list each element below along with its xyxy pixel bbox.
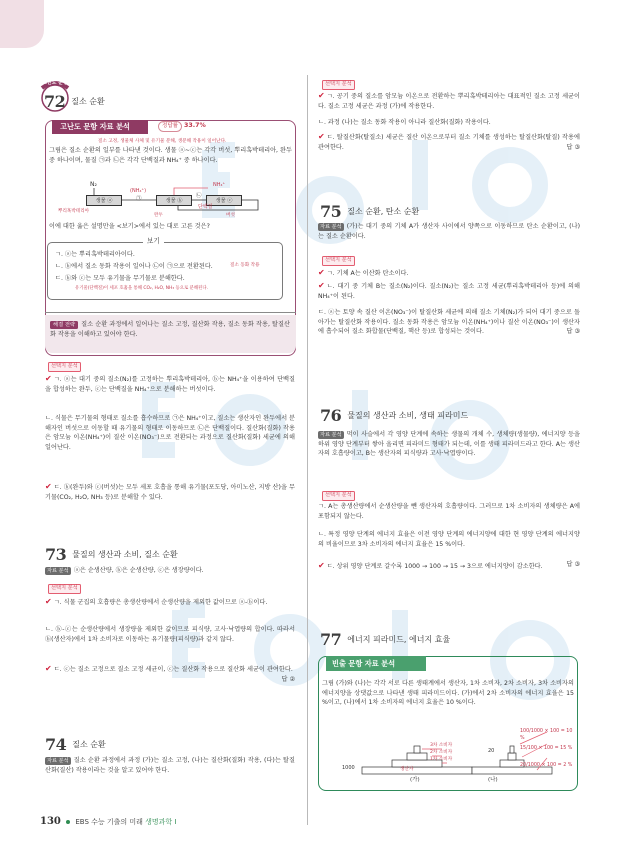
check-icon: ✔: [45, 664, 52, 673]
organism-c-box: 생물 ⓒ: [206, 195, 242, 206]
q75-answer-3: ㄷ. ⓐ는 토양 속 질산 이온(NO₃⁻)이 탈질산화 세균에 의해 질소 기체(N₂)가 되어 대기 중으로 돌아가는 탈질산화 작용이다. 질소 동화 작용은 암모늄 이온(NH₄⁺)이나 질산 이온(NO₃⁻)이 생산자에 흡수되어 질소 화합물(단백질, 핵산 등)로 합성되는 것이다. 답 ③: [318, 309, 580, 336]
question-number-77: 77: [320, 630, 342, 649]
bogi-label: 보기: [143, 236, 164, 246]
nh4-label: NH₄⁺: [213, 182, 226, 188]
pyr-value-1000: 1000: [342, 765, 355, 771]
bogi-annot-2: 유기물(단백질)이 세포 호흡을 통해 CO₂, H₂O, NH₃ 등으로 분해된다.: [75, 286, 208, 291]
question-number-74: 74: [45, 735, 67, 754]
answer-mark: 답 ③: [566, 561, 580, 568]
q73-answer-3: ✔ ㄷ. ⓒ는 질소 고정으로 질소 고정 세균이, ⓒ는 질산화 작용으로 질산화 세균이 관여한다. 답 ②: [45, 664, 295, 684]
page-number: 130: [40, 816, 61, 827]
solve-text: 질소 순환 과정에서 일어나는 질소 고정, 질산화 작용, 질소 동화 작용, 탈질산화 작용을 이해하고 있어야 한다.: [50, 321, 290, 338]
column-divider: [307, 75, 308, 825]
material-1: ㉠: [136, 196, 142, 202]
q73-answer-1: ✔ ㄱ. 식물 군집의 호흡량은 총생산량에서 순생산량을 제외한 값이므로 ⓐ-ⓑ이다.: [45, 597, 268, 606]
q76-selection-tag: 선택지 분석: [322, 490, 355, 501]
bogi-item-2: ㄴ. ⓑ에서 질소 동화 작용이 일어나 ㉡이 ㉠으로 전환된다.: [55, 263, 213, 270]
question-number-76: 76: [320, 406, 342, 425]
bogi-item-3: ㄷ. ⓑ와 ⓒ는 모두 유기물을 무기물로 분해한다.: [55, 275, 185, 282]
q72-question: 이에 대한 옳은 설명만을 <보기>에서 있는 대로 고른 것은?: [49, 223, 210, 230]
protein-label: 단백질: [198, 204, 213, 210]
efficiency-formula-3: 20/1000 × 100 = 2 %: [520, 763, 573, 768]
q72-answer-1: ✔ ㄱ. ⓐ는 대기 중의 질소(N₂)를 고정하는 뿌리혹박테리아, ⓑ는 NH₄⁺을 이용하여 단백질을 합성하는 완두, ⓒ는 단백질을 NH₄⁺으로 분해하는 버섯이다.: [45, 374, 295, 394]
q72-selection-tag: 선택지 분석: [48, 361, 81, 372]
question-title-72: 질소 순환: [71, 97, 105, 107]
q72-answer-3: ✔ ㄷ. ⓑ(완두)와 ⓒ(버섯)는 모두 세포 호흡을 통해 유기물(포도당, 아미노산, 지방 산)을 무기물(CO₂, H₂O, NH₃ 등)로 분해할 수 있다.: [45, 482, 295, 502]
question-number-73: 73: [45, 545, 67, 564]
nh4-paren-label: (NH₄⁺): [130, 188, 147, 194]
frequent-question-tag: 빈출 문항 자료 분석: [326, 656, 426, 671]
q73-intro: 자료 분석 ⓐ은 순생산량, ⓑ은 순생산량, ⓒ은 생장량이다.: [47, 567, 204, 574]
q76-intro: 자료 분석 먹이 사슬에서 각 영양 단계에 속하는 생물의 개체 수, 생체량(생물량), 에너지양 등을 하위 영양 단계부터 쌓아 올리면 피라미드 형태가 되는데, 이를 생태 피라미드라고 한다. A는 생산자의 호흡량이고, B는 생산자의 피식량과 고사·낙엽량이다.: [318, 431, 580, 458]
pyramid-caption-b: (나): [488, 777, 498, 783]
q76-answer-3: ✔ ㄷ. 상위 영양 단계로 갈수록 1000 → 100 → 15 → 3으로 에너지양이 감소한다. 답 ③: [318, 561, 580, 570]
solve-tag: 해결 전략: [50, 321, 78, 329]
difficulty-badge-label: 고난도 문항: [42, 80, 68, 86]
bullet-icon: [66, 820, 70, 824]
question-title-76: 물질의 생산과 소비, 생태 피라미드: [347, 411, 469, 421]
q75-selection-tag: 선택지 분석: [322, 255, 355, 266]
pyr-label-2: 2차 소비자: [430, 750, 453, 755]
q75-answer-2: ✔ ㄴ. 대기 중 기체 B는 질소(N₂)이다. 질소(N₂)는 질소 고정 세균(뿌리혹박테리아 등)에 의해 NH₄⁺이 된다.: [318, 281, 580, 301]
bogi-item-1: ㄱ. ⓐ는 뿌리혹박테리아이다.: [55, 251, 135, 258]
pyr-label-3: 3차 소비자: [430, 743, 453, 748]
check-icon: ✔: [45, 597, 52, 606]
correct-rate: 정답률 33.7%: [158, 121, 206, 132]
label-b: 완두: [154, 213, 163, 218]
q74-intro: 자료 분석 질소 순환 과정에서 과정 (가)는 질소 고정, (나)는 질산화(질화) 작용, (다)는 탈질산화(질산) 작용이라는 것을 알고 있어야 한다.: [45, 757, 295, 774]
pyr-label-0: 생산자: [400, 767, 414, 772]
check-icon: ✔: [318, 268, 325, 277]
question-number-72: 72: [44, 92, 66, 111]
q73-answer-2: ㄴ. ⓑ-ⓒ는 순생산량에서 생장량을 제외한 값이므로 피식량, 고사·낙엽량의 합이다. 따라서 ⓑ(생산자)에서 1차 소비자로 이동하는 유기물량(피식량)과 같지 않다.: [45, 626, 295, 643]
page-footer: [40, 814, 176, 830]
pyr-label-1: 1차 소비자: [430, 757, 453, 762]
question-title-75: 질소 순환, 탄소 순환: [347, 207, 420, 217]
pyramid-caption-a: (가): [410, 777, 420, 783]
q76-answer-2: ㄴ. 특정 영양 단계의 에너지 효율은 이전 영양 단계의 에너지양에 대한 현 영양 단계의 에너지양의 비율이므로 3차 소비자의 에너지 효율은 15 %이다.: [318, 531, 580, 548]
bogi-annot-1: 질소 동화 작용: [230, 263, 260, 268]
corner-tab: [0, 0, 44, 48]
q77-intro: 그림 (가)와 (나)는 각각 서로 다른 생태계에서 생산자, 1차 소비자, 2차 소비자, 3차 소비자의 에너지양을 상댓값으로 나타낸 생태 피라미드이다. (가)에서 2차 소비자의 에너지 효율은 15 %이고, (나)에서 1차 소비자의 에너지 효율은 10 %이다.: [322, 680, 574, 707]
efficiency-formula-1: 100/1000 × 100 = 10 %: [520, 729, 573, 742]
answer-mark: 답 ②: [281, 676, 295, 684]
answer-mark: 답 ③: [566, 328, 580, 336]
question-title-73: 물질의 생산과 소비, 질소 순환: [72, 550, 178, 560]
q72-answer-2: ㄴ. 식물은 무기물의 형태로 질소를 흡수하므로 ㉠은 NH₄⁺이고, 질소는 생산자인 완두에서 분해자인 버섯으로 이동할 때 유기물의 형태로 이동하므로 ㉡은 단백질이다. 질산화(질화) 작용은 암모늄 이온(NH₄⁺)이 질산 이온(NO₃⁻)으로 전환되는 과정으로 질산화(질화) 세균에 의해 일어난다.: [45, 415, 296, 451]
footer-text: EBS 수능 기출의 미래: [75, 818, 143, 826]
check-icon: ✔: [45, 374, 52, 383]
nitrogen-cycle-diagram: [58, 180, 298, 220]
check-icon: ✔: [318, 91, 325, 100]
separator: [45, 312, 296, 313]
check-icon: ✔: [318, 132, 325, 141]
check-icon: ✔: [45, 482, 52, 491]
q75-answer-1: ✔ ㄱ. 기체 A는 이산화 탄소이다.: [318, 268, 409, 277]
answer-mark: 답 ③: [566, 144, 580, 152]
check-icon: ✔: [318, 561, 325, 570]
label-c: 버섯: [226, 213, 235, 218]
organism-b-box: 생물 ⓑ: [156, 195, 192, 206]
efficiency-formula-2: 15/100 × 100 = 15 %: [520, 746, 573, 751]
material-2: ㉡: [196, 193, 202, 199]
q74-answer-2: ㄴ. 과정 (나)는 질소 동화 작용이 아니라 질산화(질화) 작용이다.: [318, 119, 491, 126]
question-title-74: 질소 순환: [72, 740, 106, 750]
annotation-top: 질소 고정, 생물체 사체 및 유기물 분해, 생분해 작용이 일어난다.: [98, 139, 227, 144]
q74-answer-3: ✔ ㄷ. 탈질산화(탈질소) 세균은 질산 이온으로부터 질소 기체를 생성하는 탈질산화(탈질) 작용에 관여한다. 답 ③: [318, 132, 580, 152]
footer-subject: 생명과학 I: [145, 818, 177, 826]
q76-answer-1: ㄱ. A는 총생산량에서 순생산량을 뺀 생산자의 호흡량이다. 그러므로 1차 소비자의 생체량은 A에 포함되지 않는다.: [318, 503, 580, 520]
question-number-75: 75: [320, 202, 342, 221]
q72-intro: 그림은 질소 순환의 일부를 나타낸 것이다. 생물 ⓐ~ⓒ는 각각 버섯, 뿌리혹박테리아, 완두 중 하나이며, 물질 ㉠과 ㉡은 각각 단백질과 NH₄⁺ 중 하나이다.: [49, 147, 292, 164]
check-icon: ✔: [318, 281, 325, 290]
q73-selection-tag: 선택지 분석: [48, 583, 81, 594]
question-title-77: 에너지 피라미드, 에너지 효율: [347, 635, 451, 645]
n2-label: N₂: [90, 181, 97, 188]
q74-answer-1: ✔ ㄱ. 공기 중의 질소를 암모늄 이온으로 전환하는 뿌리혹박테리아는 대표적인 질소 고정 세균이다. 질소 고정 세균은 과정 (가)에 작용한다.: [318, 91, 580, 111]
label-a: 뿌리혹박테리아: [58, 209, 90, 214]
q75-intro: 자료 분석 (가)는 대기 중의 기체 A가 생산자 사이에서 양쪽으로 이동하므로 탄소 순환이고, (나)는 질소 순환이다.: [318, 223, 580, 240]
pyr-value-20: 20: [488, 748, 495, 754]
organism-a-box: 생물 ⓐ: [86, 195, 122, 206]
diagram-arrows: [58, 180, 298, 220]
hard-question-tag: 고난도 문항 자료 분석: [52, 120, 148, 134]
solve-strategy: [50, 320, 290, 339]
q74-selection-tag: 선택지 분석: [322, 79, 355, 90]
